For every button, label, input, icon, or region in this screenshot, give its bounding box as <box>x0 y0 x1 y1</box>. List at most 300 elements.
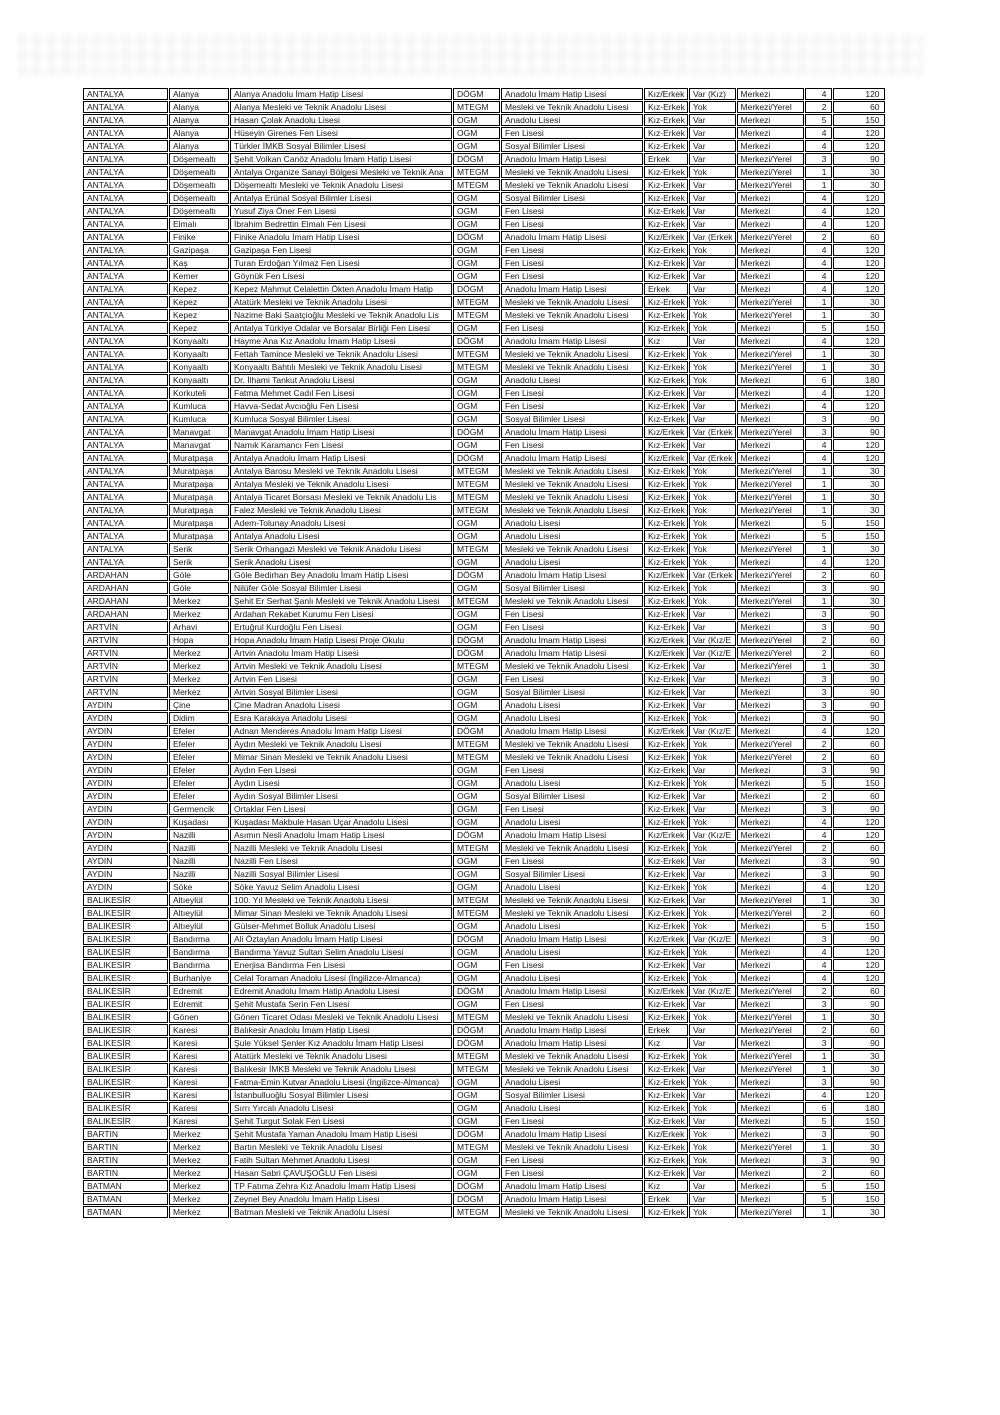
cell-district: Alanya <box>169 127 229 139</box>
cell-count: 2 <box>805 569 832 581</box>
table-row <box>83 764 885 776</box>
cell-quota: 120 <box>833 192 885 204</box>
cell-gender: Kız-Erkek <box>644 543 688 555</box>
cell-school_name: Antalya Barosu Mesleki ve Teknik Anadolu Lisesi <box>230 465 452 477</box>
table-row <box>83 478 885 490</box>
table-row <box>83 192 885 204</box>
cell-merkezi_yerel: Merkezi <box>737 1089 804 1101</box>
cell-school_type: Anadolu İmam Hatip Lisesi <box>501 1193 643 1205</box>
table-row <box>83 582 885 594</box>
cell-count: 3 <box>805 426 832 438</box>
cell-merkezi_yerel: Merkezi <box>737 881 804 893</box>
cell-merkezi_yerel: Merkezi <box>737 790 804 802</box>
cell-merkezi_yerel: Merkezi/Yerel <box>737 1024 804 1036</box>
cell-school_type: Mesleki ve Teknik Anadolu Lisesi <box>501 543 643 555</box>
cell-count: 3 <box>805 686 832 698</box>
cell-directorate: MTEGM <box>453 894 500 906</box>
cell-var_yok: Var <box>689 205 736 217</box>
cell-school_name: Antalya Ticaret Borsası Mesleki ve Teknik Anadolu Lis <box>230 491 452 503</box>
cell-district: Muratpaşa <box>169 491 229 503</box>
cell-quota: 30 <box>833 166 885 178</box>
cell-quota: 90 <box>833 673 885 685</box>
cell-quota: 180 <box>833 374 885 386</box>
cell-gender: Kız-Erkek <box>644 920 688 932</box>
cell-school_type: Mesleki ve Teknik Anadolu Lisesi <box>501 491 643 503</box>
cell-merkezi_yerel: Merkezi/Yerel <box>737 361 804 373</box>
school-table-body <box>83 88 885 1218</box>
cell-province: ARDAHAN <box>83 595 168 607</box>
cell-quota: 90 <box>833 1128 885 1140</box>
cell-quota: 60 <box>833 751 885 763</box>
cell-school_name: Fatih Sultan Mehmet Anadolu Lisesi <box>230 1154 452 1166</box>
cell-var_yok: Yok <box>689 1102 736 1114</box>
cell-gender: Kız-Erkek <box>644 101 688 113</box>
cell-directorate: MTEGM <box>453 179 500 191</box>
cell-school_name: Turan Erdoğan Yılmaz Fen Lisesi <box>230 257 452 269</box>
cell-district: Muratpaşa <box>169 517 229 529</box>
cell-var_yok: Yok <box>689 582 736 594</box>
table-row <box>83 127 885 139</box>
cell-count: 4 <box>805 218 832 230</box>
cell-var_yok: Yok <box>689 1050 736 1062</box>
cell-quota: 30 <box>833 1050 885 1062</box>
cell-school_type: Anadolu İmam Hatip Lisesi <box>501 985 643 997</box>
cell-province: ARTVİN <box>83 686 168 698</box>
cell-merkezi_yerel: Merkezi <box>737 218 804 230</box>
cell-gender: Kız/Erkek <box>644 1128 688 1140</box>
cell-count: 2 <box>805 751 832 763</box>
cell-school_type: Anadolu İmam Hatip Lisesi <box>501 1180 643 1192</box>
cell-count: 4 <box>805 959 832 971</box>
cell-directorate: OGM <box>453 868 500 880</box>
cell-merkezi_yerel: Merkezi <box>737 803 804 815</box>
cell-count: 1 <box>805 1141 832 1153</box>
cell-school_name: Ali Öztaylan Anadolu İmam Hatip Lisesi <box>230 933 452 945</box>
cell-count: 1 <box>805 361 832 373</box>
cell-merkezi_yerel: Merkezi <box>737 868 804 880</box>
cell-school_type: Anadolu İmam Hatip Lisesi <box>501 569 643 581</box>
cell-merkezi_yerel: Merkezi <box>737 946 804 958</box>
cell-school_name: Artvin Mesleki ve Teknik Anadolu Lisesi <box>230 660 452 672</box>
cell-school_name: Havva-Sedat Avcıoğlu Fen Lisesi <box>230 400 452 412</box>
cell-merkezi_yerel: Merkezi <box>737 283 804 295</box>
cell-merkezi_yerel: Merkezi/Yerel <box>737 907 804 919</box>
cell-count: 1 <box>805 166 832 178</box>
cell-directorate: OGM <box>453 686 500 698</box>
cell-directorate: OGM <box>453 608 500 620</box>
cell-school_type: Anadolu Lisesi <box>501 1076 643 1088</box>
cell-quota: 120 <box>833 881 885 893</box>
cell-gender: Kız/Erkek <box>644 231 688 243</box>
cell-quota: 150 <box>833 920 885 932</box>
cell-school_name: Şehit Turgut Solak Fen Lisesi <box>230 1115 452 1127</box>
cell-province: ARDAHAN <box>83 582 168 594</box>
cell-district: Muratpaşa <box>169 530 229 542</box>
table-row <box>83 465 885 477</box>
cell-school_type: Anadolu Lisesi <box>501 816 643 828</box>
cell-school_name: Şule Yüksel Şenler Kız Anadolu İmam Hatip Lisesi <box>230 1037 452 1049</box>
cell-school_name: Antalya Organize Sanayi Bölgesi Mesleki ve Teknik Ana <box>230 166 452 178</box>
cell-merkezi_yerel: Merkezi/Yerel <box>737 348 804 360</box>
cell-directorate: OGM <box>453 699 500 711</box>
table-row <box>83 1050 885 1062</box>
cell-school_type: Mesleki ve Teknik Anadolu Lisesi <box>501 465 643 477</box>
cell-district: Merkez <box>169 1180 229 1192</box>
cell-district: Alanya <box>169 114 229 126</box>
cell-directorate: MTEGM <box>453 1206 500 1218</box>
cell-school_name: Göynük Fen Lisesi <box>230 270 452 282</box>
cell-count: 4 <box>805 387 832 399</box>
cell-var_yok: Yok <box>689 244 736 256</box>
cell-school_name: İstanbulluoğlu Sosyal Bilimler Lisesi <box>230 1089 452 1101</box>
cell-district: Finike <box>169 231 229 243</box>
cell-province: BATMAN <box>83 1193 168 1205</box>
cell-quota: 120 <box>833 556 885 568</box>
cell-merkezi_yerel: Merkezi <box>737 322 804 334</box>
cell-district: Efeler <box>169 751 229 763</box>
cell-gender: Kız-Erkek <box>644 374 688 386</box>
cell-gender: Kız-Erkek <box>644 1089 688 1101</box>
cell-province: ANTALYA <box>83 374 168 386</box>
cell-gender: Kız-Erkek <box>644 179 688 191</box>
cell-gender: Kız-Erkek <box>644 478 688 490</box>
cell-school_name: Alanya Mesleki ve Teknik Anadolu Lisesi <box>230 101 452 113</box>
cell-school_name: Manavgat Anadolu İmam Hatip Lisesi <box>230 426 452 438</box>
cell-province: ARTVİN <box>83 647 168 659</box>
cell-merkezi_yerel: Merkezi/Yerel <box>737 465 804 477</box>
cell-var_yok: Var <box>689 1063 736 1075</box>
cell-var_yok: Var <box>689 192 736 204</box>
cell-quota: 120 <box>833 127 885 139</box>
cell-district: Merkez <box>169 1206 229 1218</box>
cell-directorate: OGM <box>453 322 500 334</box>
cell-count: 4 <box>805 439 832 451</box>
table-row <box>83 907 885 919</box>
cell-school_type: Fen Lisesi <box>501 244 643 256</box>
cell-directorate: DÖGM <box>453 1180 500 1192</box>
cell-directorate: OGM <box>453 218 500 230</box>
cell-count: 1 <box>805 894 832 906</box>
table-row <box>83 452 885 464</box>
cell-directorate: MTEGM <box>453 751 500 763</box>
cell-gender: Kız/Erkek <box>644 452 688 464</box>
cell-school_type: Fen Lisesi <box>501 621 643 633</box>
cell-directorate: OGM <box>453 270 500 282</box>
cell-gender: Kız-Erkek <box>644 361 688 373</box>
cell-directorate: OGM <box>453 621 500 633</box>
cell-quota: 120 <box>833 257 885 269</box>
cell-quota: 150 <box>833 114 885 126</box>
cell-school_name: Artvin Sosyal Bilimler Lisesi <box>230 686 452 698</box>
cell-school_type: Fen Lisesi <box>501 127 643 139</box>
cell-quota: 30 <box>833 1206 885 1218</box>
cell-directorate: OGM <box>453 400 500 412</box>
cell-var_yok: Yok <box>689 946 736 958</box>
cell-school_name: Alanya Anadolu İmam Hatip Lisesi <box>230 88 452 100</box>
cell-merkezi_yerel: Merkezi <box>737 816 804 828</box>
table-row <box>83 790 885 802</box>
cell-count: 4 <box>805 335 832 347</box>
cell-count: 3 <box>805 699 832 711</box>
cell-directorate: MTEGM <box>453 296 500 308</box>
cell-province: ANTALYA <box>83 322 168 334</box>
cell-district: Merkez <box>169 673 229 685</box>
cell-province: ANTALYA <box>83 166 168 178</box>
cell-merkezi_yerel: Merkezi/Yerel <box>737 478 804 490</box>
table-row <box>83 1193 885 1205</box>
cell-school_type: Mesleki ve Teknik Anadolu Lisesi <box>501 309 643 321</box>
cell-quota: 120 <box>833 452 885 464</box>
cell-school_name: İbrahim Bedrettin Elmalı Fen Lisesi <box>230 218 452 230</box>
cell-merkezi_yerel: Merkezi <box>737 1180 804 1192</box>
cell-school_name: Hüseyin Girenes Fen Lisesi <box>230 127 452 139</box>
cell-province: BALIKESİR <box>83 946 168 958</box>
cell-school_name: Hayme Ana Kız Anadolu İmam Hatip Lisesi <box>230 335 452 347</box>
cell-quota: 90 <box>833 699 885 711</box>
cell-district: Serik <box>169 556 229 568</box>
cell-school_type: Fen Lisesi <box>501 218 643 230</box>
cell-count: 3 <box>805 582 832 594</box>
cell-school_type: Fen Lisesi <box>501 959 643 971</box>
cell-merkezi_yerel: Merkezi <box>737 205 804 217</box>
cell-directorate: OGM <box>453 517 500 529</box>
cell-district: Muratpaşa <box>169 478 229 490</box>
cell-school_name: Hasan Çolak Anadolu Lisesi <box>230 114 452 126</box>
cell-province: BARTIN <box>83 1141 168 1153</box>
table-row <box>83 738 885 750</box>
cell-province: BARTIN <box>83 1154 168 1166</box>
cell-district: Kuşadası <box>169 816 229 828</box>
cell-var_yok: Yok <box>689 972 736 984</box>
cell-quota: 30 <box>833 361 885 373</box>
cell-directorate: MTEGM <box>453 491 500 503</box>
cell-merkezi_yerel: Merkezi/Yerel <box>737 660 804 672</box>
cell-gender: Kız-Erkek <box>644 257 688 269</box>
cell-count: 2 <box>805 907 832 919</box>
cell-school_name: TP Fatıma Zehra Kız Anadolu İmam Hatip Lisesi <box>230 1180 452 1192</box>
cell-gender: Kız-Erkek <box>644 660 688 672</box>
cell-school_type: Mesleki ve Teknik Anadolu Lisesi <box>501 595 643 607</box>
cell-gender: Kız-Erkek <box>644 868 688 880</box>
cell-var_yok: Var <box>689 998 736 1010</box>
cell-var_yok: Var <box>689 153 736 165</box>
cell-district: Karesi <box>169 1102 229 1114</box>
cell-var_yok: Var <box>689 868 736 880</box>
cell-district: Nazilli <box>169 868 229 880</box>
cell-quota: 150 <box>833 1115 885 1127</box>
cell-directorate: OGM <box>453 530 500 542</box>
cell-quota: 150 <box>833 777 885 789</box>
cell-gender: Kız-Erkek <box>644 491 688 503</box>
cell-gender: Kız-Erkek <box>644 946 688 958</box>
cell-district: Karesi <box>169 1050 229 1062</box>
cell-gender: Kız-Erkek <box>644 1102 688 1114</box>
cell-merkezi_yerel: Merkezi/Yerel <box>737 1050 804 1062</box>
cell-var_yok: Yok <box>689 842 736 854</box>
cell-directorate: OGM <box>453 1115 500 1127</box>
cell-merkezi_yerel: Merkezi/Yerel <box>737 166 804 178</box>
cell-count: 3 <box>805 764 832 776</box>
cell-var_yok: Yok <box>689 504 736 516</box>
cell-province: BARTIN <box>83 1167 168 1179</box>
cell-count: 2 <box>805 231 832 243</box>
cell-quota: 30 <box>833 179 885 191</box>
table-row <box>83 933 885 945</box>
cell-gender: Kız-Erkek <box>644 400 688 412</box>
cell-directorate: OGM <box>453 556 500 568</box>
cell-school_type: Mesleki ve Teknik Anadolu Lisesi <box>501 1011 643 1023</box>
cell-province: ARTVİN <box>83 621 168 633</box>
cell-district: Efeler <box>169 764 229 776</box>
table-row <box>83 1089 885 1101</box>
cell-quota: 120 <box>833 972 885 984</box>
cell-gender: Kız-Erkek <box>644 114 688 126</box>
cell-count: 1 <box>805 660 832 672</box>
cell-count: 4 <box>805 1089 832 1101</box>
cell-merkezi_yerel: Merkezi <box>737 855 804 867</box>
cell-count: 4 <box>805 192 832 204</box>
cell-district: Kepez <box>169 309 229 321</box>
table-row <box>83 1102 885 1114</box>
cell-count: 3 <box>805 933 832 945</box>
cell-province: BALIKESİR <box>83 1102 168 1114</box>
cell-school_name: Balıkesir İMKB Mesleki ve Teknik Anadolu Lisesi <box>230 1063 452 1075</box>
table-row <box>83 634 885 646</box>
cell-directorate: OGM <box>453 998 500 1010</box>
cell-province: ANTALYA <box>83 452 168 464</box>
cell-count: 4 <box>805 725 832 737</box>
cell-directorate: OGM <box>453 816 500 828</box>
cell-school_name: Ortaklar Fen Lisesi <box>230 803 452 815</box>
cell-count: 5 <box>805 114 832 126</box>
cell-gender: Kız-Erkek <box>644 764 688 776</box>
cell-gender: Kız-Erkek <box>644 842 688 854</box>
cell-school_name: Konyaaltı Bahtılı Mesleki ve Teknik Anadolu Lisesi <box>230 361 452 373</box>
cell-quota: 90 <box>833 933 885 945</box>
cell-var_yok: Yok <box>689 907 736 919</box>
table-row <box>83 1063 885 1075</box>
cell-quota: 60 <box>833 985 885 997</box>
cell-directorate: OGM <box>453 946 500 958</box>
cell-directorate: MTEGM <box>453 842 500 854</box>
cell-district: Gazipaşa <box>169 244 229 256</box>
cell-gender: Kız-Erkek <box>644 673 688 685</box>
table-row <box>83 140 885 152</box>
cell-directorate: MTEGM <box>453 543 500 555</box>
cell-merkezi_yerel: Merkezi <box>737 413 804 425</box>
cell-district: Nazilli <box>169 842 229 854</box>
cell-district: Karesi <box>169 1024 229 1036</box>
cell-school_name: Gülser-Mehmet Bolluk Anadolu Lisesi <box>230 920 452 932</box>
table-row <box>83 1167 885 1179</box>
cell-gender: Kız-Erkek <box>644 959 688 971</box>
cell-quota: 60 <box>833 1024 885 1036</box>
cell-quota: 90 <box>833 712 885 724</box>
cell-district: Merkez <box>169 1154 229 1166</box>
cell-var_yok: Yok <box>689 543 736 555</box>
table-row <box>83 985 885 997</box>
cell-school_name: Kepez Mahmut Celalettin Ökten Anadolu İmam Hatip <box>230 283 452 295</box>
cell-gender: Kız-Erkek <box>644 1206 688 1218</box>
cell-merkezi_yerel: Merkezi <box>737 244 804 256</box>
cell-district: Karesi <box>169 1037 229 1049</box>
cell-merkezi_yerel: Merkezi <box>737 1115 804 1127</box>
cell-school_type: Fen Lisesi <box>501 387 643 399</box>
cell-directorate: MTEGM <box>453 1050 500 1062</box>
cell-var_yok: Yok <box>689 530 736 542</box>
cell-district: Merkez <box>169 1193 229 1205</box>
cell-count: 3 <box>805 868 832 880</box>
cell-school_type: Mesleki ve Teknik Anadolu Lisesi <box>501 504 643 516</box>
cell-district: Alanya <box>169 101 229 113</box>
table-row <box>83 361 885 373</box>
cell-count: 2 <box>805 1167 832 1179</box>
cell-directorate: MTEGM <box>453 309 500 321</box>
cell-count: 3 <box>805 153 832 165</box>
cell-province: ANTALYA <box>83 140 168 152</box>
cell-province: BALIKESİR <box>83 1089 168 1101</box>
cell-quota: 90 <box>833 803 885 815</box>
cell-school_type: Fen Lisesi <box>501 764 643 776</box>
cell-district: Efeler <box>169 790 229 802</box>
cell-district: Çine <box>169 699 229 711</box>
cell-quota: 60 <box>833 647 885 659</box>
cell-count: 4 <box>805 283 832 295</box>
cell-var_yok: Var <box>689 673 736 685</box>
cell-count: 4 <box>805 127 832 139</box>
cell-merkezi_yerel: Merkezi/Yerel <box>737 634 804 646</box>
cell-merkezi_yerel: Merkezi/Yerel <box>737 491 804 503</box>
cell-province: BALIKESİR <box>83 972 168 984</box>
cell-district: Döşemealtı <box>169 192 229 204</box>
table-row <box>83 218 885 230</box>
cell-count: 4 <box>805 946 832 958</box>
cell-var_yok: Yok <box>689 166 736 178</box>
cell-district: Hopa <box>169 634 229 646</box>
cell-directorate: DÖGM <box>453 426 500 438</box>
cell-merkezi_yerel: Merkezi <box>737 725 804 737</box>
cell-school_type: Fen Lisesi <box>501 998 643 1010</box>
cell-school_type: Fen Lisesi <box>501 257 643 269</box>
table-row <box>83 439 885 451</box>
table-row <box>83 777 885 789</box>
table-row <box>83 322 885 334</box>
cell-merkezi_yerel: Merkezi/Yerel <box>737 738 804 750</box>
cell-school_name: 100. Yıl Mesleki ve Teknik Anadolu Lisesi <box>230 894 452 906</box>
cell-count: 4 <box>805 556 832 568</box>
cell-gender: Kız-Erkek <box>644 1063 688 1075</box>
cell-school_name: Gönen Ticaret Odası Mesleki ve Teknik Anadolu Lisesi <box>230 1011 452 1023</box>
cell-school_name: Şehit Er Serhat Şanlı Mesleki ve Teknik Anadolu Lisesi <box>230 595 452 607</box>
cell-count: 3 <box>805 673 832 685</box>
cell-district: Kepez <box>169 296 229 308</box>
cell-province: ANTALYA <box>83 335 168 347</box>
cell-gender: Kız <box>644 1180 688 1192</box>
cell-school_name: Dr. İlhami Tankut Anadolu Lisesi <box>230 374 452 386</box>
cell-directorate: OGM <box>453 387 500 399</box>
cell-school_type: Anadolu Lisesi <box>501 699 643 711</box>
cell-quota: 60 <box>833 790 885 802</box>
cell-district: Burhaniye <box>169 972 229 984</box>
cell-count: 4 <box>805 829 832 841</box>
cell-province: ANTALYA <box>83 270 168 282</box>
cell-count: 3 <box>805 1128 832 1140</box>
cell-school_type: Sosyal Bilimler Lisesi <box>501 413 643 425</box>
cell-var_yok: Var <box>689 1167 736 1179</box>
cell-var_yok: Var <box>689 283 736 295</box>
cell-district: Alanya <box>169 88 229 100</box>
table-row <box>83 569 885 581</box>
